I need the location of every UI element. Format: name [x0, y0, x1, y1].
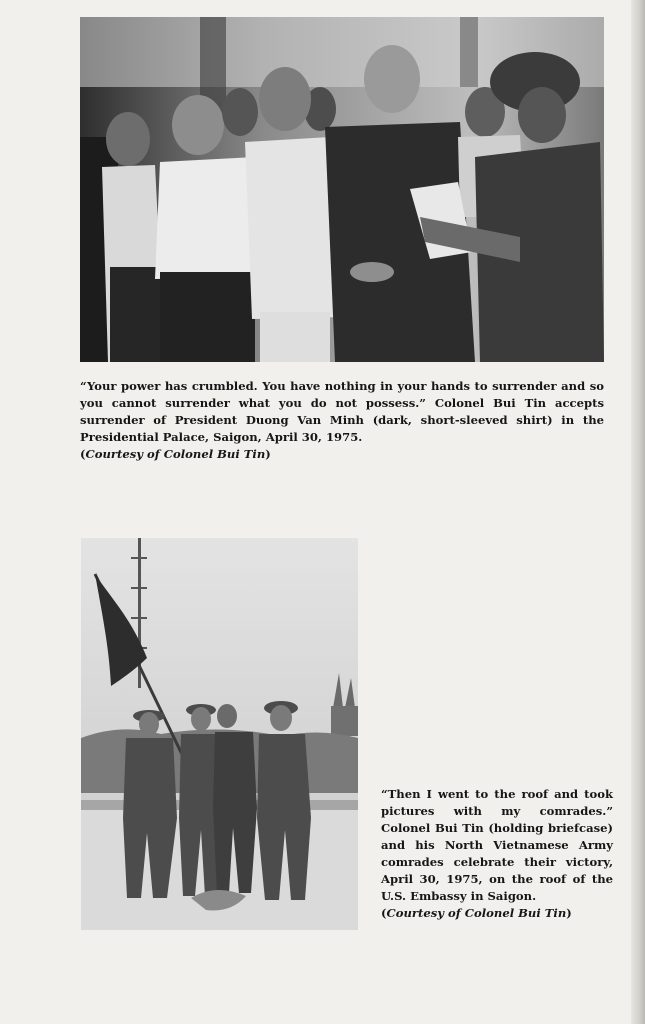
- credit-open-paren: (: [80, 447, 86, 461]
- credit-close-paren: ): [566, 906, 572, 920]
- rooftop-photo-image: [81, 538, 358, 930]
- rooftop-caption: [381, 786, 613, 922]
- rooftop-caption-text: “Then I went to the roof and took pictures with my comrades.” Colonel Bui Tin (holding briefcase) and his North Vietnamese Army comrades celebrate their victory, April 30, 1975, on the roof of the U.S. Embassy in Saigon.: [381, 787, 613, 903]
- surrender-photo-image: [80, 17, 604, 362]
- surrender-photo: [80, 17, 604, 362]
- credit-close-paren: ): [265, 447, 271, 461]
- surrender-caption: [80, 378, 604, 463]
- page-edge-shadow: [631, 0, 645, 1024]
- surrender-photo-credit: [80, 446, 604, 463]
- rooftop-photo: [81, 538, 358, 930]
- credit-open-paren: (: [381, 906, 387, 920]
- rooftop-photo-credit: [381, 905, 613, 922]
- surrender-caption-text: “Your power has crumbled. You have nothing in your hands to surrender and so you cannot surrender what you do not possess.” Colonel Bui Tin accepts surrender of President Duong Van Minh (dark, short-sleeved shirt) in the Presidential Palace, Saigon, April 30, 1975.: [80, 379, 604, 444]
- surrender-credit-text: Courtesy of Colonel Bui Tin: [85, 447, 266, 461]
- rooftop-credit-text: Courtesy of Colonel Bui Tin: [386, 906, 567, 920]
